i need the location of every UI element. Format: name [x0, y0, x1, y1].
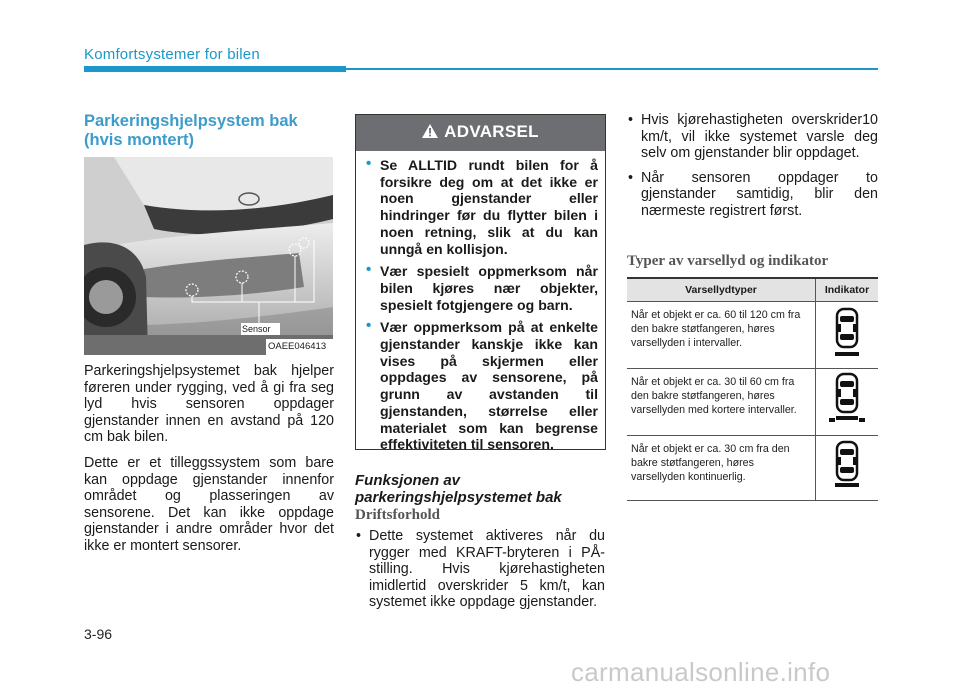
table-row [627, 302, 878, 369]
warning-sound-table [627, 277, 878, 501]
left-body [84, 363, 334, 564]
car-indicator-near-icon [827, 440, 867, 492]
warning-list [366, 157, 598, 459]
operating-conditions-title: Driftsforhold [355, 507, 440, 523]
table-cell: Når et objekt er ca. 30 til 60 cm fra den bakre støtfangeren, høres varsellyden med kortere intervaller. [627, 369, 816, 436]
paragraph-2: Dette er et tilleggssystem som bare kan oppdage gjenstander innenfor området og plasseringen av sensorene. Det kan ikke oppdage gjenstander i andre områder hvor det ikke er montert sensorer. [84, 454, 334, 554]
bullet-item: • Hvis kjørehastigheten overskrider10 km/t, vil ikke systemet varsle deg selv om gjenstander blir oppdaget. [628, 112, 878, 162]
watermark: carmanualsonline.info [571, 657, 831, 687]
header-bar [84, 66, 346, 72]
section-title: Parkeringshjelpsystem bak (hvis montert) [84, 112, 298, 149]
warning-item: • Se ALLTID rundt bilen for å forsikre deg om at det ikke er noen gjenstander eller hindringer før du flytter bilen i noen retning, slik at du kan unngå en kollisjon. [366, 155, 598, 257]
car-indicator-far-icon [827, 307, 867, 359]
table-row [627, 436, 878, 501]
warning-header [356, 115, 605, 151]
warning-item: • Vær spesielt oppmerksom når bilen kjøres nær objekter, spesielt fotgjengere og barn. [366, 261, 598, 313]
warning-triangle-icon [422, 124, 438, 138]
car-indicator-mid-icon [827, 372, 867, 428]
indicator-cell [816, 436, 879, 501]
right-bullets [627, 112, 878, 228]
section-header: Komfortsystemer for bilen [84, 46, 260, 63]
function-title: Funksjonen av parkeringshjelpsystemet bak [355, 472, 562, 506]
page-number: 3-96 [84, 626, 113, 642]
table-header: Varsellydtyper [627, 278, 816, 302]
bullet-item: • Når sensoren oppdager to gjenstander samtidig, blir den nærmeste registrert først. [628, 169, 878, 219]
table-title: Typer av varsellyd og indikator [627, 253, 829, 269]
table-cell: Når et objekt er ca. 30 cm fra den bakre støtfangeren, høres varsellyden kontinuerlig. [627, 436, 816, 501]
table-header: Indikator [816, 278, 879, 302]
car-rear-sensor-image [84, 157, 333, 355]
indicator-cell [816, 302, 879, 369]
indicator-cell [816, 369, 879, 436]
paragraph-1: Parkeringshjelpsystemet bak hjelper føreren under rygging, ved å gi fra seg lyd hvis sensoren oppdager gjenstander innen en avstand på 120 cm bak bilen. [84, 363, 334, 446]
warning-box [355, 114, 606, 453]
header-rule [346, 68, 878, 70]
table-cell: Når et objekt er ca. 60 til 120 cm fra den bakre støtfangeren, høres varsellyden i intervaller. [627, 302, 816, 369]
warning-title: ADVARSEL [444, 122, 539, 141]
table-row [627, 369, 878, 436]
sensor-label: Sensor [242, 324, 271, 334]
warning-item: • Vær oppmerksom på at enkelte gjenstander kanskje ikke kan vises på skjermen eller oppdages av sensorene, på grunn av avstanden til gjenstanden, størrelse eller materialet som kan begrense effektiviteten til sensoren. [366, 317, 598, 453]
image-code: OAEE046413 [268, 341, 327, 352]
operating-conditions-bullet: • Dette systemet aktiveres når du rygger med KRAFT-bryteren i PÅ-stilling. Hvis kjørehastigheten imidlertid overskrider 5 km/t, kan systemet ikke oppdage gjenstander. [356, 528, 605, 611]
